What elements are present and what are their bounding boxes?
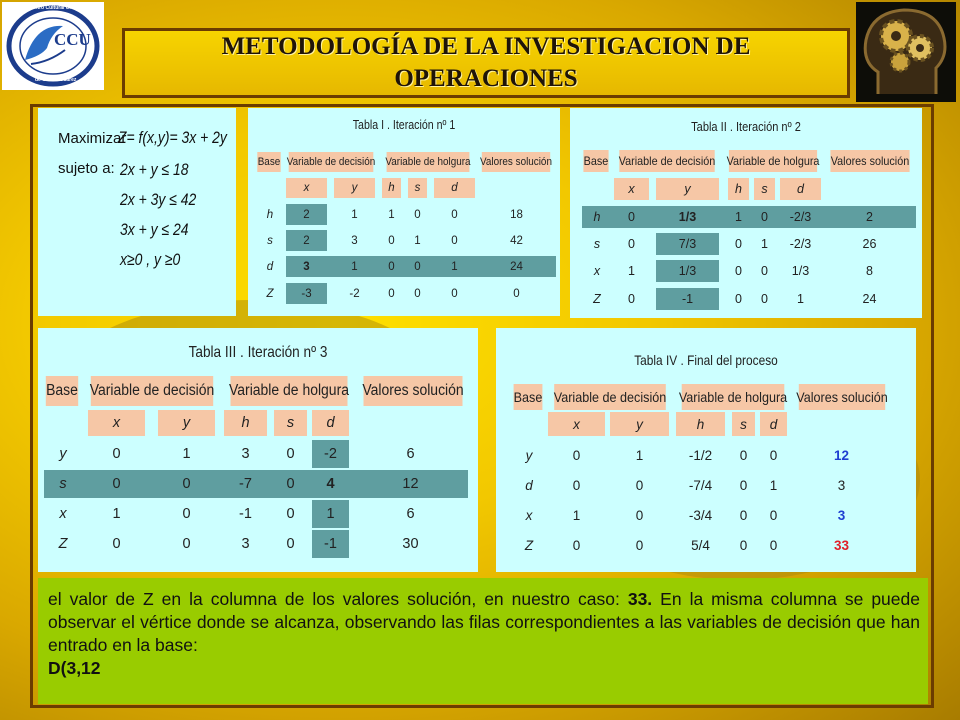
variable-header: s [274,410,307,436]
table-cell: -1 [656,288,719,310]
constraint-2: 2x + 3y ≤ 42 [120,190,197,209]
logo-ring-top: Centro Cultural Universitario [28,5,97,11]
table-cell: 1 [628,264,635,278]
constraint-1: 2x + y ≤ 18 [120,160,189,179]
base-variable: h [266,208,274,221]
table-header: Variable de holgura [387,152,470,172]
constraint-3: 3x + y ≤ 24 [120,220,189,239]
base-variable: d [525,477,533,493]
table-cell: 0 [414,208,421,221]
variable-header: h [224,410,267,436]
table-final [496,328,916,572]
variable-header: s [754,178,775,200]
maximize-label: Maximizar [58,130,127,147]
table-cell: 1 [769,477,778,493]
table-cell: 3 [241,446,250,462]
table-cell: 1 [572,507,581,523]
base-variable: Z [58,536,68,552]
table-cell: -7 [239,476,252,492]
variable-header: s [408,178,427,198]
table-cell: 0 [388,260,395,273]
table-cell: 3 [241,536,250,552]
table-cell: 7/3 [656,233,719,255]
table-iteration-1 [248,108,560,316]
logo-ring-bottom: de Ciudad Juárez [35,77,77,83]
table-cell: 0 [388,234,395,247]
variable-header: h [382,178,401,198]
table-cell: 0 [182,476,191,492]
variable-header: h [728,178,749,200]
table-cell: 0 [761,264,768,278]
table-header: Variable de holgura [729,150,817,172]
table-cell: 0 [761,210,768,224]
table-cell: -2/3 [789,210,812,224]
table-cell: 1 [351,208,358,221]
variable-header: d [780,178,821,200]
table-cell: 1 [635,447,644,463]
title-banner [122,28,850,98]
variable-header: d [312,410,349,436]
base-variable: s [267,234,273,247]
base-variable: s [59,476,67,492]
table-iteration-3 [38,328,478,572]
table-cell: 3 [303,260,310,273]
table-cell: 0 [628,292,635,306]
table-cell: 0 [112,446,121,462]
table-header: Valores solución [482,152,550,172]
table-cell: 3 [837,507,846,523]
table-cell: 4 [326,476,335,492]
variable-header: x [88,410,145,436]
table-cell: 1 [312,500,349,528]
table-header: Variable de holgura [231,376,348,406]
base-variable: s [593,237,601,251]
explanation-point: D(3,12 [48,658,101,678]
table-cell: 0 [735,264,742,278]
table-cell: 0 [414,287,421,300]
logo-text: CCU [54,30,91,49]
table-cell: 0 [112,536,121,552]
variable-header: d [434,178,475,198]
table-cell: 0 [739,537,748,553]
table-cell: 24 [862,292,877,306]
explanation-before: el valor de Z en la columna de los valores solución, en nuestro caso: [48,589,628,609]
table-cell: 0 [628,210,635,224]
base-variable: h [593,210,601,224]
table-header: Valores solución [799,384,885,410]
table-cell: 1/3 [656,260,719,282]
table-cell: 26 [862,237,877,251]
table-cell: 0 [635,507,644,523]
table-cell: 24 [510,260,523,273]
table-cell: 0 [182,536,191,552]
table-cell: 33 [833,537,850,553]
table-cell: 0 [572,477,581,493]
table-cell: 0 [388,287,395,300]
table-cell: 30 [402,536,419,552]
table-header: Base [46,376,78,406]
subject-label: sujeto a: [58,160,115,177]
table-cell: 0 [572,537,581,553]
constraint-nonneg: x≥0 , y ≥0 [120,250,181,269]
problem-statement [38,108,236,316]
table-cell: 1 [735,210,742,224]
table-cell: 2 [286,230,327,251]
variable-header: d [760,412,787,436]
table-cell: -2 [349,287,360,300]
table-cell: 0 [769,507,778,523]
variable-header: x [286,178,327,198]
table-header: Valores solución [830,150,909,172]
table-cell: -7/4 [688,477,713,493]
table-cell: 0 [769,447,778,463]
base-variable: Z [524,537,534,553]
base-variable: x [59,506,67,522]
table-cell: 0 [286,506,295,522]
table-cell: 0 [451,208,458,221]
table-cell: 0 [572,447,581,463]
explanation-middle: En la misma columna se puede observar el vértice donde se alcanza, observando las filas correspondientes a las variables de decisión que han entrado en la base: [48,589,920,655]
gears-head-icon [856,2,956,102]
table-cell: 0 [286,446,295,462]
variable-header: y [334,178,375,198]
university-logo [2,2,104,90]
table-header: Base [583,150,608,172]
variable-header: y [610,412,669,436]
table-cell: 1 [182,446,191,462]
table-cell: 0 [635,477,644,493]
table-cell: 0 [286,536,295,552]
table-header: Variable de decisión [91,376,213,406]
table-cell: -2 [312,440,349,468]
base-variable: Z [593,292,601,306]
base-variable: d [266,260,274,273]
table-cell: 1 [761,237,768,251]
table-header: Base [514,384,543,410]
variable-header: y [158,410,215,436]
table-cell: 6 [406,506,415,522]
table-header: Base [257,152,280,172]
table-title: Tabla I . Iteración nº 1 [352,117,456,132]
table-cell: 3 [351,234,358,247]
table-cell: -3 [286,283,327,304]
base-variable: x [593,264,601,278]
table-cell: 12 [402,476,419,492]
table-header: Valores solución [364,376,463,406]
variable-header: s [732,412,755,436]
table-cell: -3/4 [688,507,713,523]
table-cell: -1 [239,506,252,522]
table-cell: 0 [739,507,748,523]
table-title: Tabla IV . Final del proceso [634,352,778,368]
table-cell: 1 [414,234,421,247]
table-cell: -1 [312,530,349,558]
base-variable: y [525,447,533,463]
table-cell: 1 [388,208,395,221]
table-cell: 1 [351,260,358,273]
base-variable: y [59,446,67,462]
variable-header: x [614,178,649,200]
table-cell: 0 [112,476,121,492]
table-cell: -2/3 [789,237,812,251]
table-cell: 0 [513,287,520,300]
table-cell: 0 [739,477,748,493]
table-cell: 0 [735,237,742,251]
table-cell: 0 [182,506,191,522]
variable-header: h [676,412,725,436]
table-cell: 0 [735,292,742,306]
table-cell: 1 [797,292,804,306]
table-cell: 0 [761,292,768,306]
explanation-text [38,578,928,704]
table-cell: 18 [510,208,523,221]
table-cell: 1/3 [678,210,697,224]
table-header: Variable de decisión [289,152,374,172]
table-cell: 8 [866,264,873,278]
table-cell: 6 [406,446,415,462]
table-cell: 5/4 [691,537,710,553]
base-variable: Z [266,287,274,300]
variable-header: x [548,412,605,436]
gears-head-logo [856,2,956,102]
table-cell: -1/2 [688,447,713,463]
explanation-optimum: 33. [627,589,653,609]
table-cell: 0 [451,287,458,300]
table-cell: 0 [769,537,778,553]
table-cell: 3 [837,477,846,493]
table-cell: 1 [451,260,458,273]
table-cell: 0 [414,260,421,273]
table-cell: 0 [635,537,644,553]
variable-header: y [656,178,719,200]
table-cell: 0 [739,447,748,463]
table-cell: 1 [112,506,121,522]
table-cell: 12 [833,447,850,463]
base-variable: x [525,507,533,523]
table-cell: 2 [866,210,873,224]
table-title: Tabla II . Iteración nº 2 [691,119,801,134]
table-cell: 2 [286,204,327,225]
table-cell: 0 [286,476,295,492]
objective-function: Z= f(x,y)= 3x + 2y [118,128,227,147]
table-title: Tabla III . Iteración nº 3 [188,344,328,361]
table-cell: 0 [628,237,635,251]
table-header: Variable de decisión [619,150,714,172]
table-cell: 1/3 [791,264,810,278]
table-header: Variable de decisión [554,384,666,410]
page-title: METODOLOGÍA DE LA INVESTIGACION DE OPERACIONES [221,33,751,92]
table-header: Variable de holgura [682,384,785,410]
table-cell: 0 [451,234,458,247]
table-cell: 42 [510,234,523,247]
table-iteration-2 [570,108,922,318]
